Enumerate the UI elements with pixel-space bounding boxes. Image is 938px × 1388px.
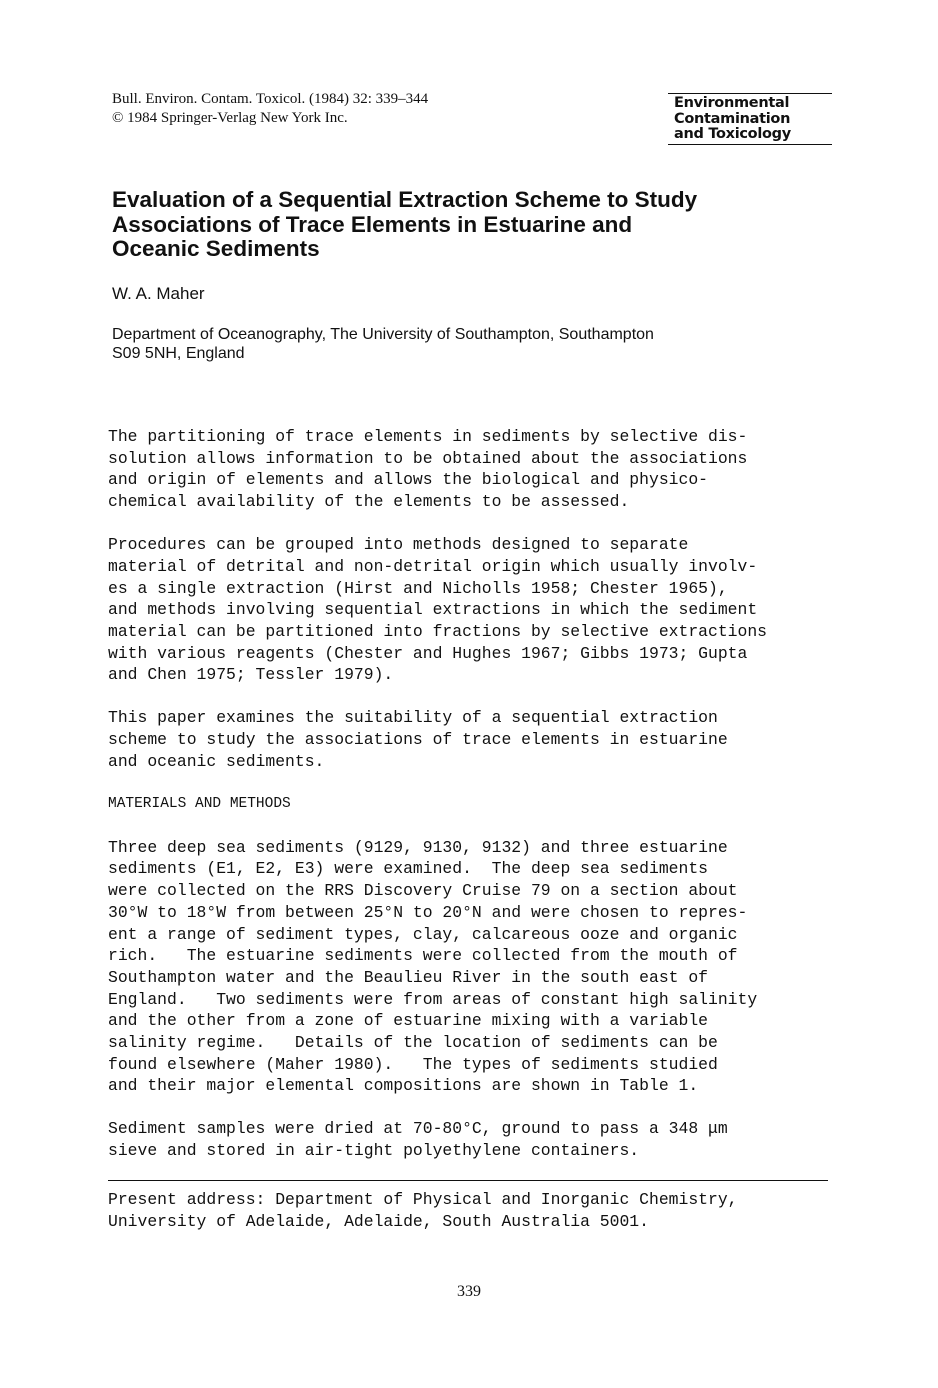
journal-logo: [668, 96, 832, 145]
page-number: 339: [457, 1283, 481, 1300]
text-line: sieve and stored in air-tight polyethylene containers.: [108, 1141, 640, 1161]
text-line: and oceanic sediments.: [108, 751, 325, 771]
footnote-divider: [108, 1180, 828, 1181]
article-body: [108, 426, 848, 1183]
citation-line: Bull. Environ. Contam. Toxicol. (1984) 32: 339–344: [112, 91, 429, 107]
title-line: Oceanic Sediments: [112, 236, 320, 261]
text-line: The partitioning of trace elements in sediments by selective dis-: [108, 427, 748, 446]
journal-logo-line: Environmental: [674, 95, 790, 111]
text-line: material of detrital and non-detrital origin which usually involv-: [108, 556, 758, 576]
text-line: with various reagents (Chester and Hughes 1967; Gibbs 1973; Gupta: [108, 643, 748, 663]
text-line: and Chen 1975; Tessler 1979).: [108, 665, 394, 685]
author-name: W. A. Maher: [112, 284, 205, 303]
text-line: ent a range of sediment types, clay, calcareous ooze and organic: [108, 924, 738, 944]
text-line: chemical availability of the elements to be assessed.: [108, 492, 630, 512]
affiliation-line: Department of Oceanography, The University of Southampton, Southampton: [112, 326, 654, 343]
title-line: Evaluation of a Sequential Extraction Scheme to Study: [112, 187, 698, 212]
journal-logo-line: Contamination: [674, 110, 791, 127]
paragraph-sample-prep: [108, 1118, 848, 1161]
text-line: material can be partitioned into fractions by selective extractions: [108, 621, 768, 641]
text-line: scheme to study the associations of trace elements in estuarine: [108, 730, 728, 750]
text-line: salinity regime. Details of the location of sediments can be: [108, 1033, 718, 1053]
section-heading: MATERIALS AND METHODS: [108, 795, 291, 812]
article-title: [112, 188, 832, 262]
paragraph-sediments: [108, 837, 848, 1097]
text-line: found elsewhere (Maher 1980). The types of sediments studied: [108, 1054, 718, 1074]
text-line: and origin of elements and allows the biological and physico-: [108, 470, 708, 490]
text-line: England. Two sediments were from areas of constant high salinity: [108, 989, 758, 1009]
text-line: and methods involving sequential extractions in which the sediment: [108, 600, 758, 620]
text-line: rich. The estuarine sediments were collected from the mouth of: [108, 946, 738, 966]
journal-logo-line: and Toxicology: [674, 126, 791, 142]
journal-citation: [112, 90, 428, 128]
text-line: and their major elemental compositions are shown in Table 1.: [108, 1076, 699, 1096]
author-affiliation: [112, 326, 654, 363]
footnote: [108, 1189, 738, 1232]
footnote-line: Present address: Department of Physical and Inorganic Chemistry,: [108, 1190, 738, 1209]
text-line: Sediment samples were dried at 70-80°C, ground to pass a 348 μm: [108, 1119, 728, 1139]
affiliation-line: S09 5NH, England: [112, 344, 245, 362]
paragraph-procedures: [108, 534, 848, 686]
text-line: Three deep sea sediments (9129, 9130, 9132) and three estuarine: [108, 837, 728, 857]
text-line: and the other from a zone of estuarine mixing with a variable: [108, 1011, 708, 1031]
logo-top-rule: [668, 93, 832, 94]
text-line: Southampton water and the Beaulieu River in the south east of: [108, 967, 708, 987]
text-line: sediments (E1, E2, E3) were examined. The deep sea sediments: [108, 859, 708, 879]
text-line: Procedures can be grouped into methods designed to separate: [108, 535, 689, 555]
title-line: Associations of Trace Elements in Estuarine and: [112, 211, 633, 237]
paragraph-purpose: [108, 707, 848, 772]
copyright-line: © 1984 Springer-Verlag New York Inc.: [112, 110, 348, 126]
text-line: 30°W to 18°W from between 25°N to 20°N and were chosen to repres-: [108, 902, 748, 922]
text-line: This paper examines the suitability of a sequential extraction: [108, 708, 718, 728]
text-line: were collected on the RRS Discovery Cruise 79 on a section about: [108, 881, 738, 901]
footnote-line: University of Adelaide, Adelaide, South Australia 5001.: [108, 1211, 649, 1231]
paragraph-introduction: [108, 426, 848, 513]
text-line: solution allows information to be obtained about the associations: [108, 448, 748, 468]
text-line: es a single extraction (Hirst and Nicholls 1958; Chester 1965),: [108, 578, 728, 598]
